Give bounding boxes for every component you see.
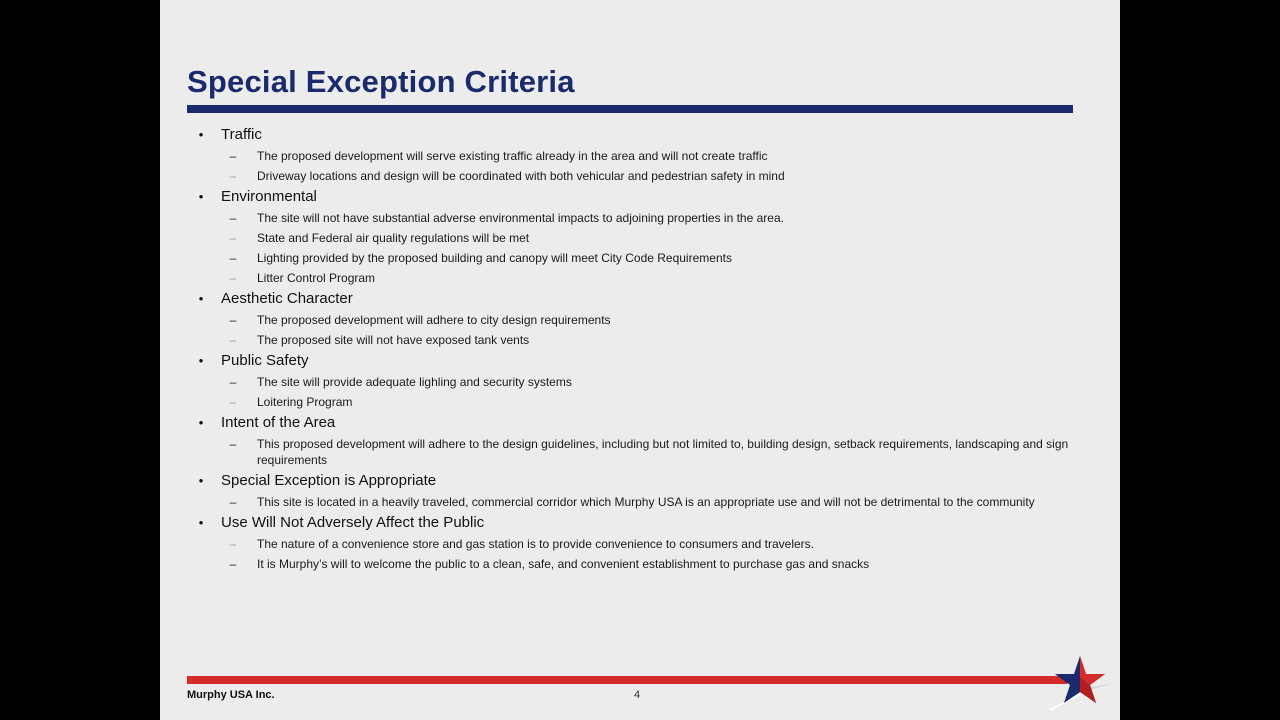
- section-heading: [196, 288, 1076, 310]
- section-heading-text: Public Safety: [221, 352, 309, 369]
- sub-item-text: This site is located in a heavily traveled, commercial corridor which Murphy USA is an appropriate use and will not be detrimental to the community: [257, 495, 1035, 509]
- section: [196, 288, 1076, 350]
- section-heading: [196, 470, 1076, 492]
- dash-icon: –: [229, 375, 237, 389]
- section-heading-text: Traffic: [221, 126, 262, 143]
- section: [196, 512, 1076, 574]
- slide-title: Special Exception Criteria: [187, 64, 575, 99]
- sub-item-text: It is Murphy’s will to welcome the public to a clean, safe, and convenient establishment to purchase gas and snacks: [257, 557, 870, 571]
- bullet-list: [196, 124, 1076, 574]
- dash-icon: –: [229, 149, 237, 163]
- bullet-icon: •: [198, 189, 204, 204]
- sub-item: [196, 330, 1076, 350]
- sub-item-text: This proposed development will adhere to the design guidelines, including but not limited to, building design, setback requirements, landscaping and sign requirements: [257, 437, 1069, 467]
- section-heading-text: Intent of the Area: [221, 414, 336, 431]
- section: [196, 412, 1076, 470]
- dash-icon: –: [229, 437, 237, 451]
- sub-item: [196, 166, 1076, 186]
- sub-item-text: The proposed development will serve existing traffic already in the area and will not create traffic: [257, 149, 768, 163]
- section: [196, 124, 1076, 186]
- sub-item: [196, 228, 1076, 248]
- dash-icon: –: [229, 271, 237, 285]
- dash-icon: –: [229, 251, 237, 265]
- sub-item: [196, 434, 1076, 470]
- section-heading: [196, 124, 1076, 146]
- sub-item: [196, 146, 1076, 166]
- sub-item-text: State and Federal air quality regulations will be met: [257, 231, 530, 245]
- bullet-icon: •: [198, 473, 204, 488]
- dash-icon: –: [229, 169, 237, 183]
- star-logo-icon: [1044, 652, 1114, 714]
- sub-item-text: Loitering Program: [257, 395, 353, 409]
- sub-item: [196, 248, 1076, 268]
- dash-icon: –: [229, 557, 237, 571]
- section-heading: [196, 350, 1076, 372]
- sub-item: [196, 392, 1076, 412]
- bullet-icon: •: [198, 291, 204, 306]
- section-heading-text: Aesthetic Character: [221, 290, 353, 307]
- dash-icon: –: [229, 333, 237, 347]
- section-heading-text: Environmental: [221, 188, 317, 205]
- sub-item: [196, 208, 1076, 228]
- section: [196, 186, 1076, 288]
- section-heading: [196, 186, 1076, 208]
- section: [196, 470, 1076, 512]
- bullet-icon: •: [198, 515, 204, 530]
- section-heading-text: Special Exception is Appropriate: [221, 472, 437, 489]
- section-heading-text: Use Will Not Adversely Affect the Public: [221, 514, 485, 531]
- bullet-icon: •: [198, 353, 204, 368]
- sub-item-text: The nature of a convenience store and gas station is to provide convenience to consumers and travelers.: [257, 537, 814, 551]
- sub-item-text: The site will not have substantial adverse environmental impacts to adjoining properties in the area.: [257, 211, 784, 225]
- sub-item: [196, 534, 1076, 554]
- section: [196, 350, 1076, 412]
- sub-item-text: The site will provide adequate lighling and security systems: [257, 375, 572, 389]
- sub-item-text: Lighting provided by the proposed building and canopy will meet City Code Requirements: [257, 251, 732, 265]
- footer-company: Murphy USA Inc.: [187, 689, 275, 701]
- bullet-icon: •: [198, 127, 204, 142]
- dash-icon: –: [229, 211, 237, 225]
- dash-icon: –: [229, 231, 237, 245]
- dash-icon: –: [229, 537, 237, 551]
- title-rule: [187, 105, 1073, 113]
- section-heading: [196, 512, 1076, 534]
- sub-item: [196, 310, 1076, 330]
- sub-item-text: Driveway locations and design will be coordinated with both vehicular and pedestrian safety in mind: [257, 169, 785, 183]
- sub-item: [196, 554, 1076, 574]
- bullet-icon: •: [198, 415, 204, 430]
- sub-item: [196, 372, 1076, 392]
- dash-icon: –: [229, 495, 237, 509]
- page-number: 4: [634, 689, 641, 701]
- dash-icon: –: [229, 395, 237, 409]
- sub-item: [196, 492, 1076, 512]
- sub-item-text: The proposed development will adhere to city design requirements: [257, 313, 611, 327]
- sub-item-text: The proposed site will not have exposed tank vents: [257, 333, 530, 347]
- footer-rule: [187, 676, 1067, 684]
- sub-item: [196, 268, 1076, 288]
- dash-icon: –: [229, 313, 237, 327]
- sub-item-text: Litter Control Program: [257, 271, 376, 285]
- section-heading: [196, 412, 1076, 434]
- slide: [160, 0, 1120, 720]
